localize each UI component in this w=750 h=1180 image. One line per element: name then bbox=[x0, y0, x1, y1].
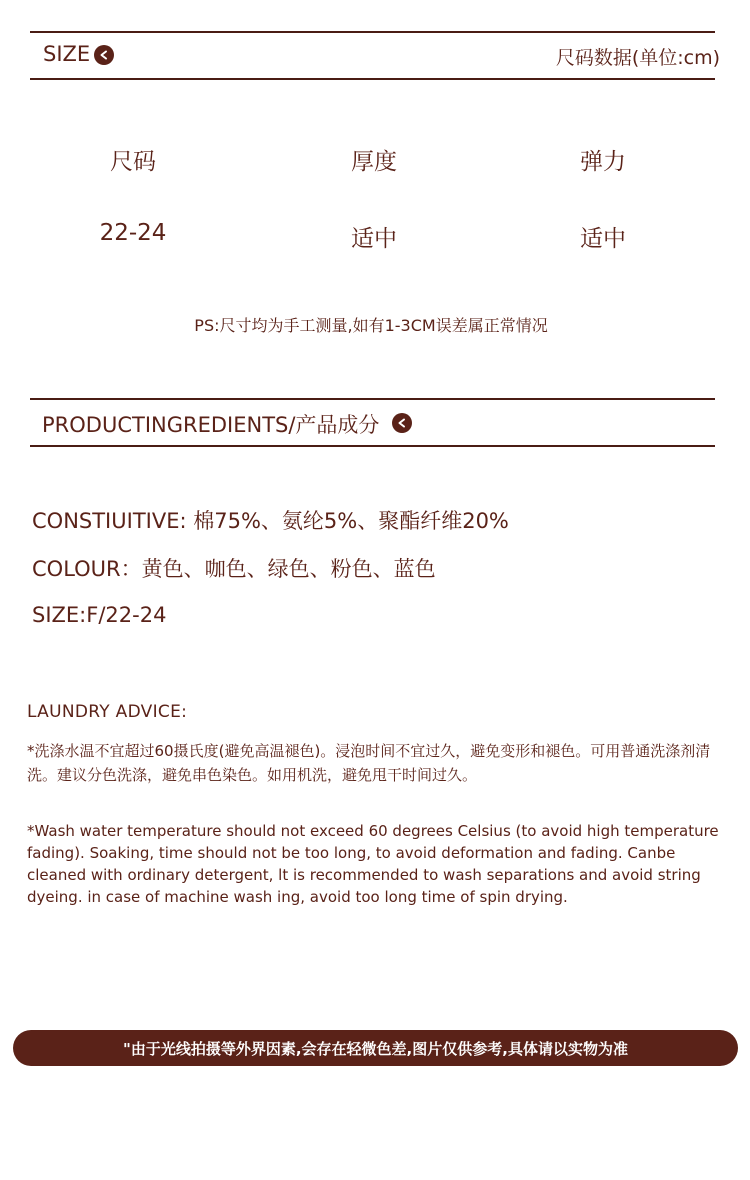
chevron-left-circle-icon bbox=[392, 413, 412, 433]
size-line: SIZE:F/22-24 bbox=[32, 603, 167, 627]
laundry-title: LAUNDRY ADVICE: bbox=[27, 702, 188, 722]
size-value-elasticity: 适中 bbox=[580, 226, 626, 252]
color-disclaimer-text: "由于光线拍摄等外界因素,会存在轻微色差,图片仅供参考,具体请以实物为准 bbox=[123, 1039, 628, 1058]
chevron-left-circle-icon bbox=[94, 45, 114, 65]
ingredients-section-title: PRODUCTINGREDIENTS/产品成分 bbox=[42, 413, 380, 437]
colour-line: COLOUR：黄色、咖色、绿色、粉色、蓝色 bbox=[32, 557, 436, 581]
size-value-size: 22-24 bbox=[99, 220, 167, 246]
size-value-thickness: 适中 bbox=[351, 226, 397, 252]
measurement-note: PS:尺寸均为手工测量,如有1-3CM误差属正常情况 bbox=[194, 316, 548, 335]
laundry-advice-en: *Wash water temperature should not exceed 60 degrees Celsius (to avoid high temperature fading). Soaking, time should not be too long, to avoid deformation and fading. Canbe cleaned with ordinary detergent, lt is recommended to wash separations and avoid string dyeing. in case of machine wash ing, avoid too long time of spin drying. bbox=[27, 822, 719, 906]
size-section-title: SIZE bbox=[43, 42, 91, 66]
laundry-advice-cn: *洗涤水温不宜超过60摄氏度(避免高温褪色)。浸泡时间不宜过久，避免变形和褪色。可用普通洗涤剂清洗。建议分色洗涤，避免串色染色。如用机洗，避免甩干时间过久。 bbox=[27, 742, 711, 784]
color-disclaimer-banner bbox=[13, 1030, 738, 1066]
size-header-thickness: 厚度 bbox=[351, 149, 397, 175]
size-header-size: 尺码 bbox=[110, 149, 156, 175]
size-unit-label: 尺码数据(单位:cm) bbox=[555, 47, 720, 69]
composition-line: CONSTIUITIVE: 棉75%、氨纶5%、聚酯纤维20% bbox=[32, 509, 509, 533]
size-header-elasticity: 弹力 bbox=[580, 149, 626, 175]
